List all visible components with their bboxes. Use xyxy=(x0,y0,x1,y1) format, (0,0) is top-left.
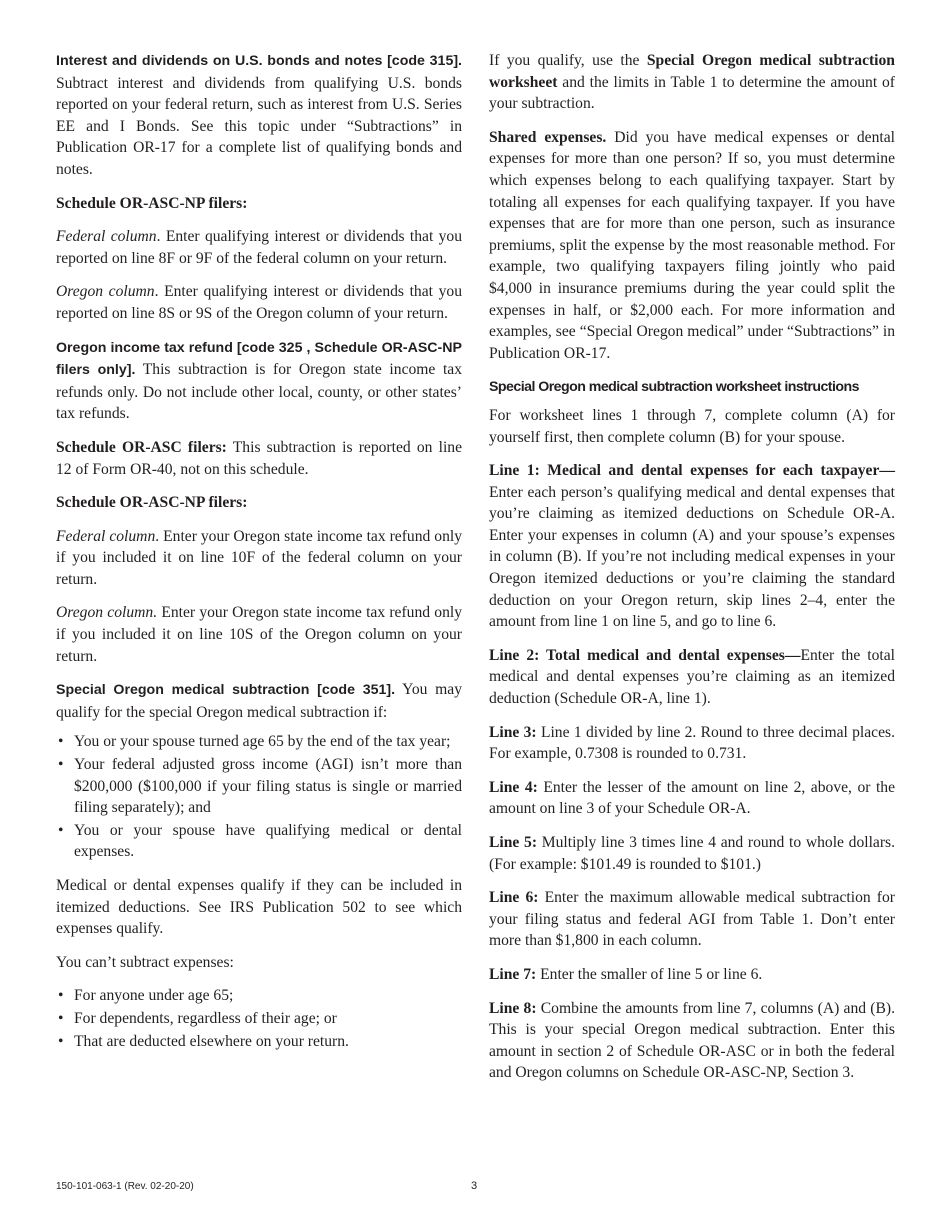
body-text: Enter your Oregon state income tax refund only if you included it on line 10S of the Oregon column on your return. xyxy=(56,604,462,665)
bullet-item xyxy=(56,820,462,863)
heading-text: Oregon income tax refund [code 325 , Schedule OR-ASC-NP filers only]. xyxy=(56,339,462,379)
body-text: For dependents, regardless of their age; or xyxy=(74,1009,337,1027)
body-text: Your federal adjusted gross income (AGI) isn’t more than $200,000 ($100,000 if your filing status is single or married filing separately); and xyxy=(74,756,462,817)
bold-text: Line 1: Medical and dental expenses for each taxpayer— xyxy=(489,462,895,480)
paragraph xyxy=(489,964,895,986)
italic-text: Federal column xyxy=(56,527,156,545)
bold-text: Schedule OR-ASC filers: xyxy=(56,438,227,456)
bold-text: Line 3: xyxy=(489,723,537,741)
paragraph xyxy=(56,281,462,324)
body-text: For anyone under age 65; xyxy=(74,987,234,1005)
paragraph xyxy=(489,998,895,1084)
bold-text: Line 8: xyxy=(489,999,537,1017)
paragraph xyxy=(489,645,895,710)
section-paragraph xyxy=(56,679,462,723)
body-text: Did you have medical expenses or dental expenses for more than one person? If so, you must determine which expenses belong to each qualifying taxpayer. Start by totaling all expenses for each qualifying taxpayer. If you have expenses that are for more than one person, such as insurance premiums, split the expense by the most reasonable method. For example, two qualifying taxpayers filing jointly who paid $4,000 in insurance premiums during the year could split the expenses in half, or $2,000 each. For more information and examples, see “Special Oregon medical” under “Subtractions” in Publication OR-17. xyxy=(489,128,895,362)
body-text: Enter the total medical and dental expenses you’re claiming as an itemized deduction (Schedule OR-A, line 1). xyxy=(489,646,895,708)
bullet-icon: • xyxy=(58,987,64,1005)
heading-text: Special Oregon medical subtraction [code 351]. xyxy=(56,682,396,699)
body-text: Multiply line 3 times line 4 and round to whole dollars. (For example: $101.49 is rounded to $101.) xyxy=(489,834,895,873)
paragraph xyxy=(489,405,895,448)
heading-text: Interest and dividends on U.S. bonds and notes [code 315]. xyxy=(56,53,462,69)
bullet-item xyxy=(56,731,462,753)
paragraph xyxy=(489,50,895,115)
bold-text: Shared expenses. xyxy=(489,128,607,146)
paragraph xyxy=(489,460,895,633)
paragraph xyxy=(489,722,895,765)
bold-text: Line 6: xyxy=(489,889,539,907)
paragraph xyxy=(489,777,895,820)
bullet-item xyxy=(56,1031,462,1053)
bold-text: Schedule OR-ASC-NP filers: xyxy=(56,194,248,212)
bullet-icon: • xyxy=(58,756,64,774)
body-text: If you qualify, use the xyxy=(489,52,647,69)
body-text: You can’t subtract expenses: xyxy=(56,953,234,971)
body-text: Enter the maximum allowable medical subtraction for your filing status and federal AGI from Table 1. Don’t enter more than $1,800 in each column. xyxy=(489,889,895,950)
body-text: Enter the lesser of the amount on line 2, above, or the amount on line 3 of your Schedule OR-A. xyxy=(489,778,896,818)
bullet-text xyxy=(74,754,462,819)
body-text: and the limits in Table 1 to determine the amount of your subtraction. xyxy=(489,73,895,113)
body-text: Enter each person’s qualifying medical and dental expenses that you’re claiming as itemized deductions on Schedule OR-A. Enter your expenses in column (A) and your spouse’s expenses in column (B). If you’re not including medical expenses in your Oregon itemized deductions or you’re claiming the standard deduction on your Oregon return, skip lines 2–4, enter the amount from line 1 on line 5, and go to line 6. xyxy=(489,483,895,631)
bullet-item xyxy=(56,985,462,1007)
body-text: Medical or dental expenses qualify if they can be included in itemized deductions. See IRS Publication 502 to see which expenses qualify. xyxy=(56,877,462,938)
body-text: . Enter qualifying interest or dividends that you reported on line 8F or 9F of the federal column on your return. xyxy=(56,228,462,267)
paragraph xyxy=(56,526,462,591)
bold-text: Line 4: xyxy=(489,778,538,796)
bullet-text xyxy=(74,1008,337,1030)
bold-text: Line 2: Total medical and dental expenses— xyxy=(489,646,801,664)
section-paragraph xyxy=(56,337,462,425)
body-text: You may qualify for the special Oregon medical subtraction if: xyxy=(56,681,463,721)
body-text: . Enter your Oregon state income tax refund only if you included it on line 10F of the federal column on your return. xyxy=(56,527,462,588)
italic-text: Oregon column. xyxy=(56,604,158,622)
paragraph xyxy=(489,127,895,365)
bold-text: Schedule OR-ASC-NP filers: xyxy=(56,494,248,512)
form-id: 150-101-063-1 (Rev. 02-20-20) xyxy=(56,1181,194,1192)
bullet-text xyxy=(74,1031,349,1053)
bullet-icon: • xyxy=(58,733,64,751)
italic-text: Federal column xyxy=(56,228,157,246)
bullet-text xyxy=(74,820,462,863)
paragraph xyxy=(56,952,462,974)
bold-text: Line 7: xyxy=(489,965,537,983)
bullet-text xyxy=(74,985,233,1007)
body-text: Line 1 divided by line 2. Round to three decimal places. For example, 0.7308 is rounded to 0.731. xyxy=(489,723,895,763)
right-column xyxy=(489,50,895,1096)
subheading xyxy=(56,492,462,514)
section-paragraph xyxy=(56,50,462,181)
body-text: You or your spouse have qualifying medical or dental expenses. xyxy=(74,821,462,861)
body-text: For worksheet lines 1 through 7, complete column (A) for yourself first, then complete column (B) for your spouse. xyxy=(489,406,895,446)
paragraph xyxy=(56,437,462,480)
bullet-text xyxy=(74,731,450,753)
paragraph xyxy=(56,226,462,269)
body-text: Combine the amounts from line 7, columns (A) and (B). This is your special Oregon medical subtraction. Enter this amount in section 2 of Schedule OR-ASC or in both the federal and Oregon columns on Schedule OR-ASC-NP, Section 3. xyxy=(489,999,895,1082)
bold-text: Special Oregon medical subtraction worksheet xyxy=(489,52,895,91)
paragraph xyxy=(489,887,895,952)
bullet-item xyxy=(56,754,462,819)
paragraph xyxy=(489,832,895,875)
body-text: Subtract interest and dividends from qualifying U.S. bonds reported on your federal return, such as interest from U.S. Series EE and I Bonds. See this topic under “Subtractions” in Publication OR-17 for a complete list of qualifying bonds and notes. xyxy=(56,74,462,178)
subheading xyxy=(56,193,462,215)
body-text: That are deducted elsewhere on your return. xyxy=(74,1032,349,1050)
section-heading xyxy=(489,376,895,399)
bullet-icon: • xyxy=(58,821,64,839)
body-text: Enter the smaller of line 5 or line 6. xyxy=(536,965,763,983)
italic-text: Oregon column xyxy=(56,283,155,301)
body-text: . Enter qualifying interest or dividends that you reported on line 8S or 9S of the Oregon column of your return. xyxy=(56,283,462,322)
left-column xyxy=(56,50,462,1064)
body-text: This subtraction is for Oregon state income tax refunds only. Do not include other local, county, or other states’ tax refunds. xyxy=(56,361,463,423)
bold-text: Line 5: xyxy=(489,834,538,851)
heading-text: Special Oregon medical subtraction worksheet instructions xyxy=(489,379,859,396)
bullet-item xyxy=(56,1008,462,1030)
bullet-icon: • xyxy=(58,1009,64,1027)
body-text: This subtraction is reported on line 12 of Form OR-40, not on this schedule. xyxy=(56,438,463,478)
paragraph xyxy=(56,875,462,940)
bullet-icon: • xyxy=(58,1032,64,1050)
page-number: 3 xyxy=(471,1180,478,1192)
body-text: You or your spouse turned age 65 by the end of the tax year; xyxy=(74,733,451,751)
paragraph xyxy=(56,602,462,667)
